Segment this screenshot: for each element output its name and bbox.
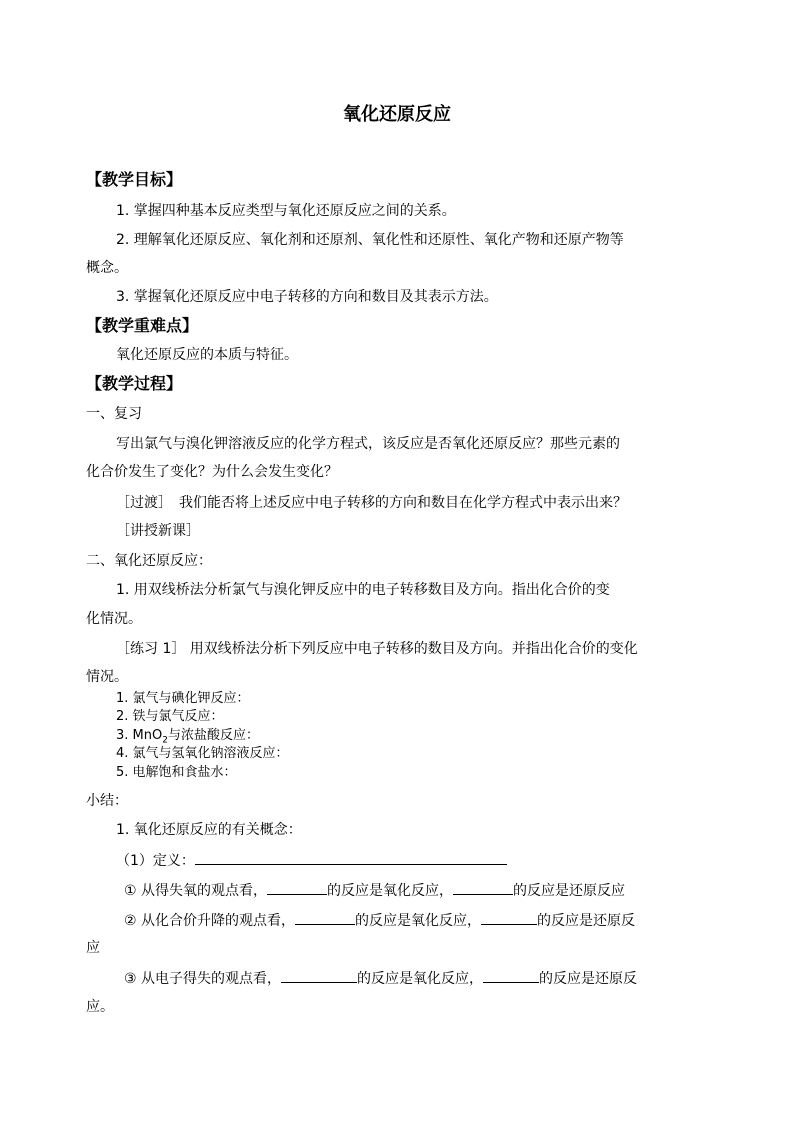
concept-2-suffix: 的反应是还原反 <box>537 913 636 929</box>
concept-2-blank-b[interactable] <box>481 910 537 925</box>
definition-line <box>116 850 507 871</box>
concept-3-suffix: 的反应是还原反 <box>539 971 638 987</box>
goal-3: 3. 掌握氧化还原反应中电子转移的方向和数目及其表示方法。 <box>116 289 498 305</box>
concept-line-3 <box>124 968 637 989</box>
concept-1-blank-b[interactable] <box>453 880 513 895</box>
list-item-prefix: 3. MnO <box>116 728 163 743</box>
concept-3-end: 应。 <box>86 999 114 1015</box>
redox-item-1-line-b: 化情况。 <box>86 611 142 627</box>
list-item: 2. 铁与氯气反应： <box>116 709 224 724</box>
redox-item-1-line-a: 1. 用双线桥法分析氯气与溴化钾反应中的电子转移数目及方向。指出化合价的变 <box>116 582 610 598</box>
list-item-suffix: 与浓盐酸反应： <box>167 728 259 743</box>
goal-1: 1. 掌握四种基本反应类型与氧化还原反应之间的关系。 <box>116 203 456 219</box>
redox-heading: 二、氧化还原反应： <box>86 553 212 569</box>
concept-1-middle: 的反应是氧化反应， <box>327 883 454 899</box>
concept-2-blank-a[interactable] <box>295 910 355 925</box>
review-para-line-b: 化合价发生了变化？为什么会发生变化？ <box>86 464 338 480</box>
concept-3-middle: 的反应是氧化反应， <box>357 971 484 987</box>
concept-1-prefix: ① 从得失氧的观点看， <box>124 883 268 899</box>
summary-heading: 小结： <box>86 793 128 809</box>
list-item-subscript: 2 <box>162 735 168 746</box>
list-item: 1. 氯气与碘化钾反应： <box>116 691 250 706</box>
concept-3-blank-b[interactable] <box>483 968 539 983</box>
goals-heading: 【教学目标】 <box>86 170 183 189</box>
concept-1-blank-a[interactable] <box>267 880 327 895</box>
concept-2-prefix: ② 从化合价升降的观点看， <box>124 913 296 929</box>
transition-text: ［过渡］ 我们能否将上述反应中电子转移的方向和数目在化学方程式中表示出来？ <box>116 495 627 511</box>
exercise-line-b: 情况。 <box>86 669 128 685</box>
concept-3-blank-a[interactable] <box>281 968 357 983</box>
review-heading: 一、复习 <box>86 406 142 422</box>
concept-2-middle: 的反应是氧化反应， <box>355 913 482 929</box>
list-item: 4. 氯气与氢氧化钠溶液反应： <box>116 746 289 761</box>
definition-blank[interactable] <box>195 850 507 865</box>
list-item: 5. 电解饱和食盐水： <box>116 765 237 780</box>
definition-label: （1）定义： <box>116 853 195 869</box>
goal-2-line-b: 概念。 <box>86 260 128 276</box>
summary-item-1: 1. 氧化还原反应的有关概念： <box>116 822 302 838</box>
concept-line-1 <box>124 880 625 901</box>
new-lesson-label: ［讲授新课］ <box>116 523 200 539</box>
exercise-line-a: ［练习 1］ 用双线桥法分析下列反应中电子转移的数目及方向。并指出化合价的变化 <box>116 641 638 657</box>
review-para-line-a: 写出氯气与溴化钾溶液反应的化学方程式，该反应是否氧化还原反应？那些元素的 <box>116 436 620 452</box>
concept-1-suffix: 的反应是还原反应 <box>513 883 626 899</box>
process-heading: 【教学过程】 <box>86 374 183 393</box>
key-points-text: 氧化还原反应的本质与特征。 <box>116 347 298 363</box>
key-points-heading: 【教学重难点】 <box>86 316 199 335</box>
concept-2-end: 应 <box>86 940 100 956</box>
concept-line-2 <box>124 910 635 931</box>
goal-2-line-a: 2. 理解氧化还原反应、氧化剂和还原剂、氧化性和还原性、氧化产物和还原产物等 <box>116 232 624 248</box>
page-title: 氧化还原反应 <box>343 104 451 125</box>
concept-3-prefix: ③ 从电子得失的观点看， <box>124 971 282 987</box>
